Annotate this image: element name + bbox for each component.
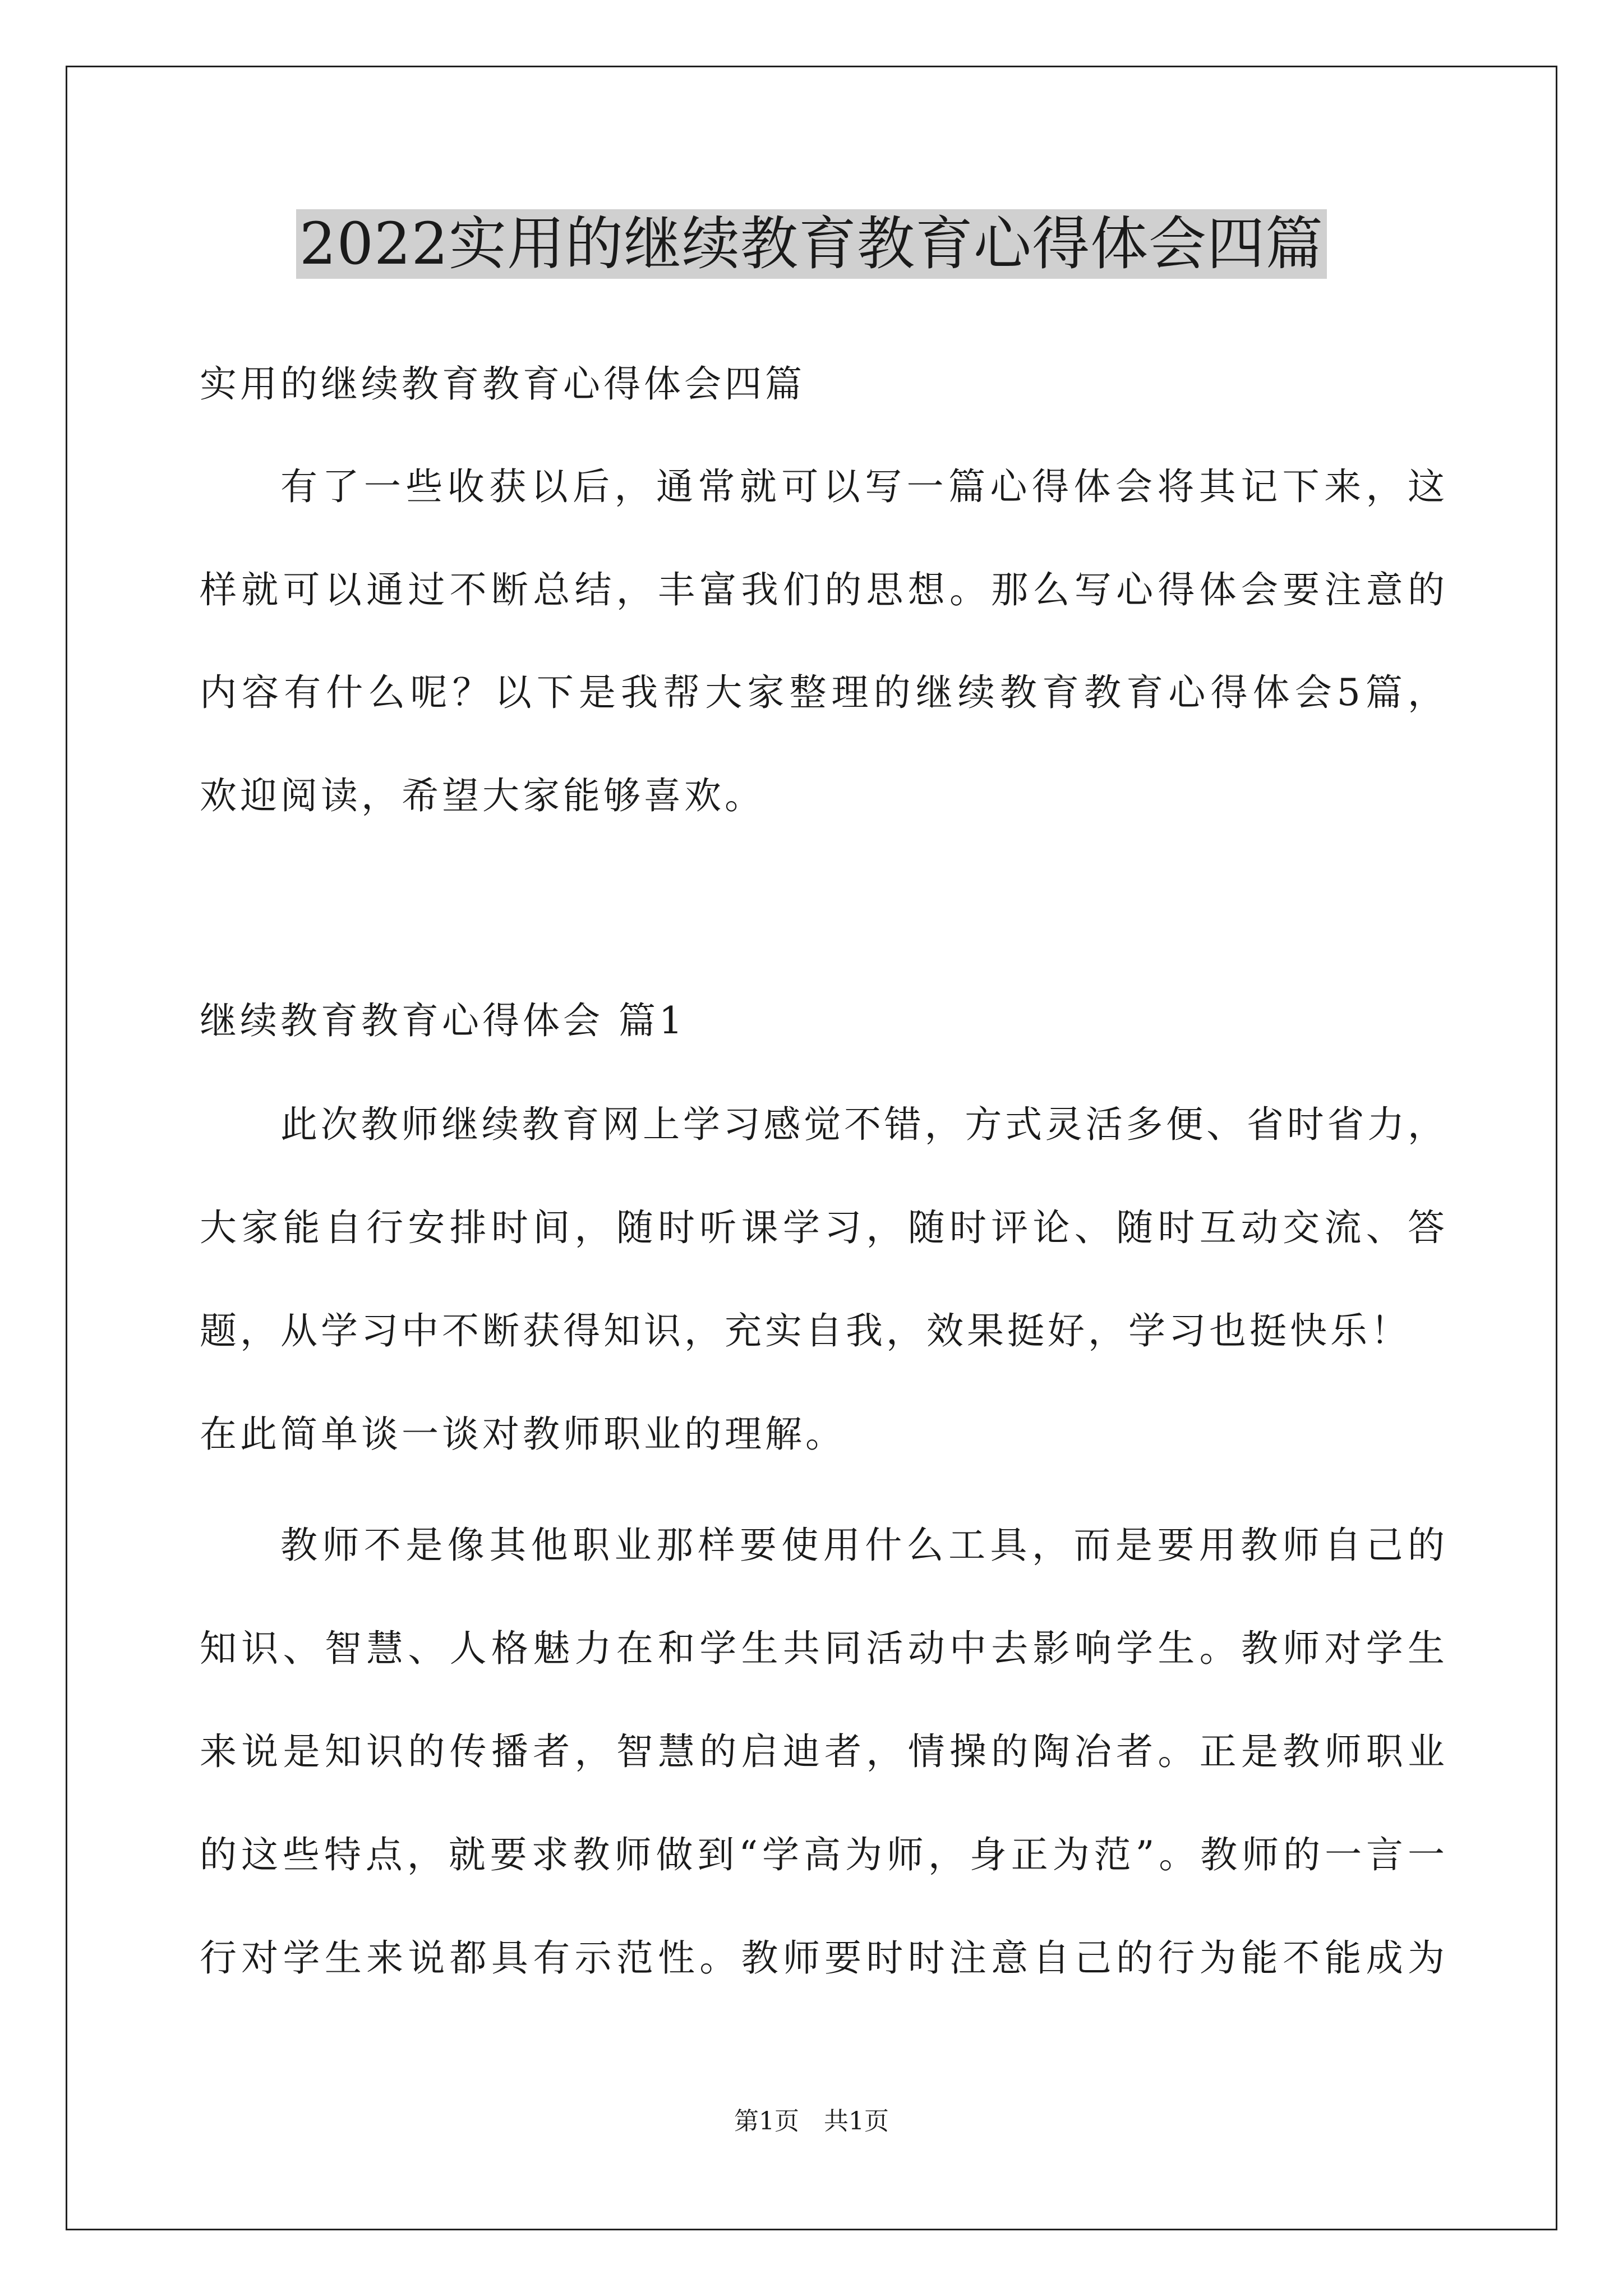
section-heading: 继续教育教育心得体会 篇1 xyxy=(200,999,686,1042)
para1-line-4: 在此简单谈一谈对教师职业的理解。 xyxy=(200,1412,846,1456)
para1-line-1: 此次教师继续教育网上学习感觉不错，方式灵活多便、省时省力， xyxy=(280,1103,1445,1146)
intro-line-1: 有了一些收获以后，通常就可以写一篇心得体会将其记下来，这 xyxy=(280,465,1445,508)
intro-line-4: 欢迎阅读，希望大家能够喜欢。 xyxy=(200,774,765,817)
para1-line-3: 题，从学习中不断获得知识，充实自我，效果挺好，学习也挺快乐！ xyxy=(200,1309,1411,1352)
document-title: 2022实用的继续教育教育心得体会四篇 xyxy=(0,208,1623,280)
para2-line-4: 的这些特点，就要求教师做到“学高为师，身正为范”。教师的一言一 xyxy=(200,1833,1445,1876)
para2-line-2: 知识、智慧、人格魅力在和学生共同活动中去影响学生。教师对学生 xyxy=(200,1627,1445,1670)
para2-line-1: 教师不是像其他职业那样要使用什么工具，而是要用教师自己的 xyxy=(280,1524,1445,1567)
intro-line-3: 内容有什么呢？以下是我帮大家整理的继续教育教育心得体会5篇， xyxy=(200,671,1445,714)
intro-line-2: 样就可以通过不断总结，丰富我们的思想。那么写心得体会要注意的 xyxy=(200,568,1445,611)
para2-line-3: 来说是知识的传播者，智慧的启迪者，情操的陶冶者。正是教师职业 xyxy=(200,1730,1445,1773)
page-footer: 第1页 共1页 xyxy=(734,2107,889,2136)
para1-line-2: 大家能自行安排时间，随时听课学习，随时评论、随时互动交流、答 xyxy=(200,1206,1445,1249)
document-subtitle: 实用的继续教育教育心得体会四篇 xyxy=(200,362,805,406)
para2-line-5: 行对学生来说都具有示范性。教师要时时注意自己的行为能不能成为 xyxy=(200,1936,1445,1980)
